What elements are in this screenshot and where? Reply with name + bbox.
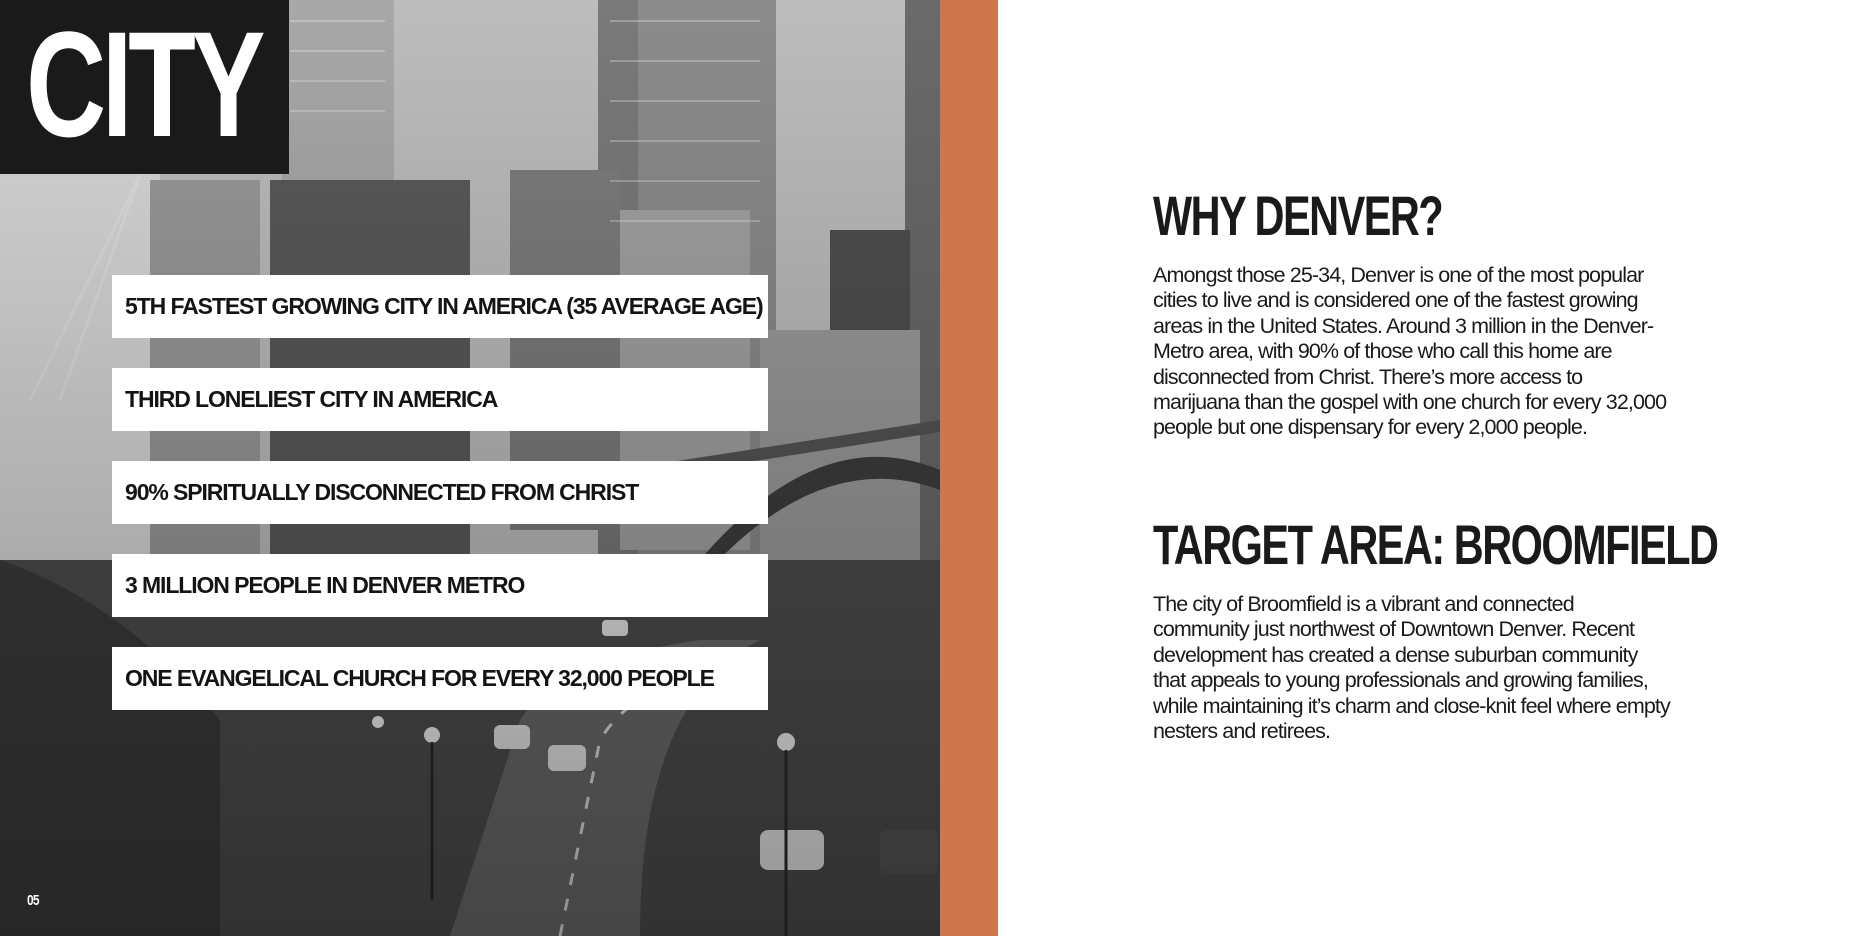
stat-box: [112, 554, 768, 617]
stat-label: ONE EVANGELICAL CHURCH FOR EVERY 32,000 PEOPLE: [125, 665, 714, 691]
accent-divider-bar: [940, 0, 998, 936]
section-body-why-denver: Amongst those 25-34, Denver is one of the most popular cities to live and is considered one of the fastest growing areas in the United States. Around 3 million in the Denver-Metro area, with 90% of those who call this home are disconnected from Christ. There’s more access to marijuana than the gospel with one church for every 32,000 people but one dispensary for every 2,000 people.: [1153, 263, 1667, 440]
page-number: 05: [27, 892, 39, 909]
section-body-target-area: The city of Broomfield is a vibrant and connected community just northwest of Downtown Denver. Recent development has created a dense suburban community that appeals to young professionals and growing families, while maintaining it’s charm and close-knit feel where empty nesters and retirees.: [1153, 592, 1670, 744]
section-heading-why-denver: WHY DENVER?: [1153, 184, 1443, 247]
stat-box: [112, 275, 768, 338]
stat-label: THIRD LONELIEST CITY IN AMERICA: [125, 386, 498, 412]
stat-label: 90% SPIRITUALLY DISCONNECTED FROM CHRIST: [125, 479, 639, 505]
stat-box: [112, 461, 768, 524]
section-heading-target-area: TARGET AREA: BROOMFIELD: [1153, 513, 1718, 576]
title-box: [0, 0, 289, 174]
stat-label: 3 MILLION PEOPLE IN DENVER METRO: [125, 572, 525, 598]
stat-box: [112, 368, 768, 431]
page-title: CITY: [26, 0, 262, 168]
stat-label: 5TH FASTEST GROWING CITY IN AMERICA (35 AVERAGE AGE): [125, 293, 763, 319]
stat-box: [112, 647, 768, 710]
